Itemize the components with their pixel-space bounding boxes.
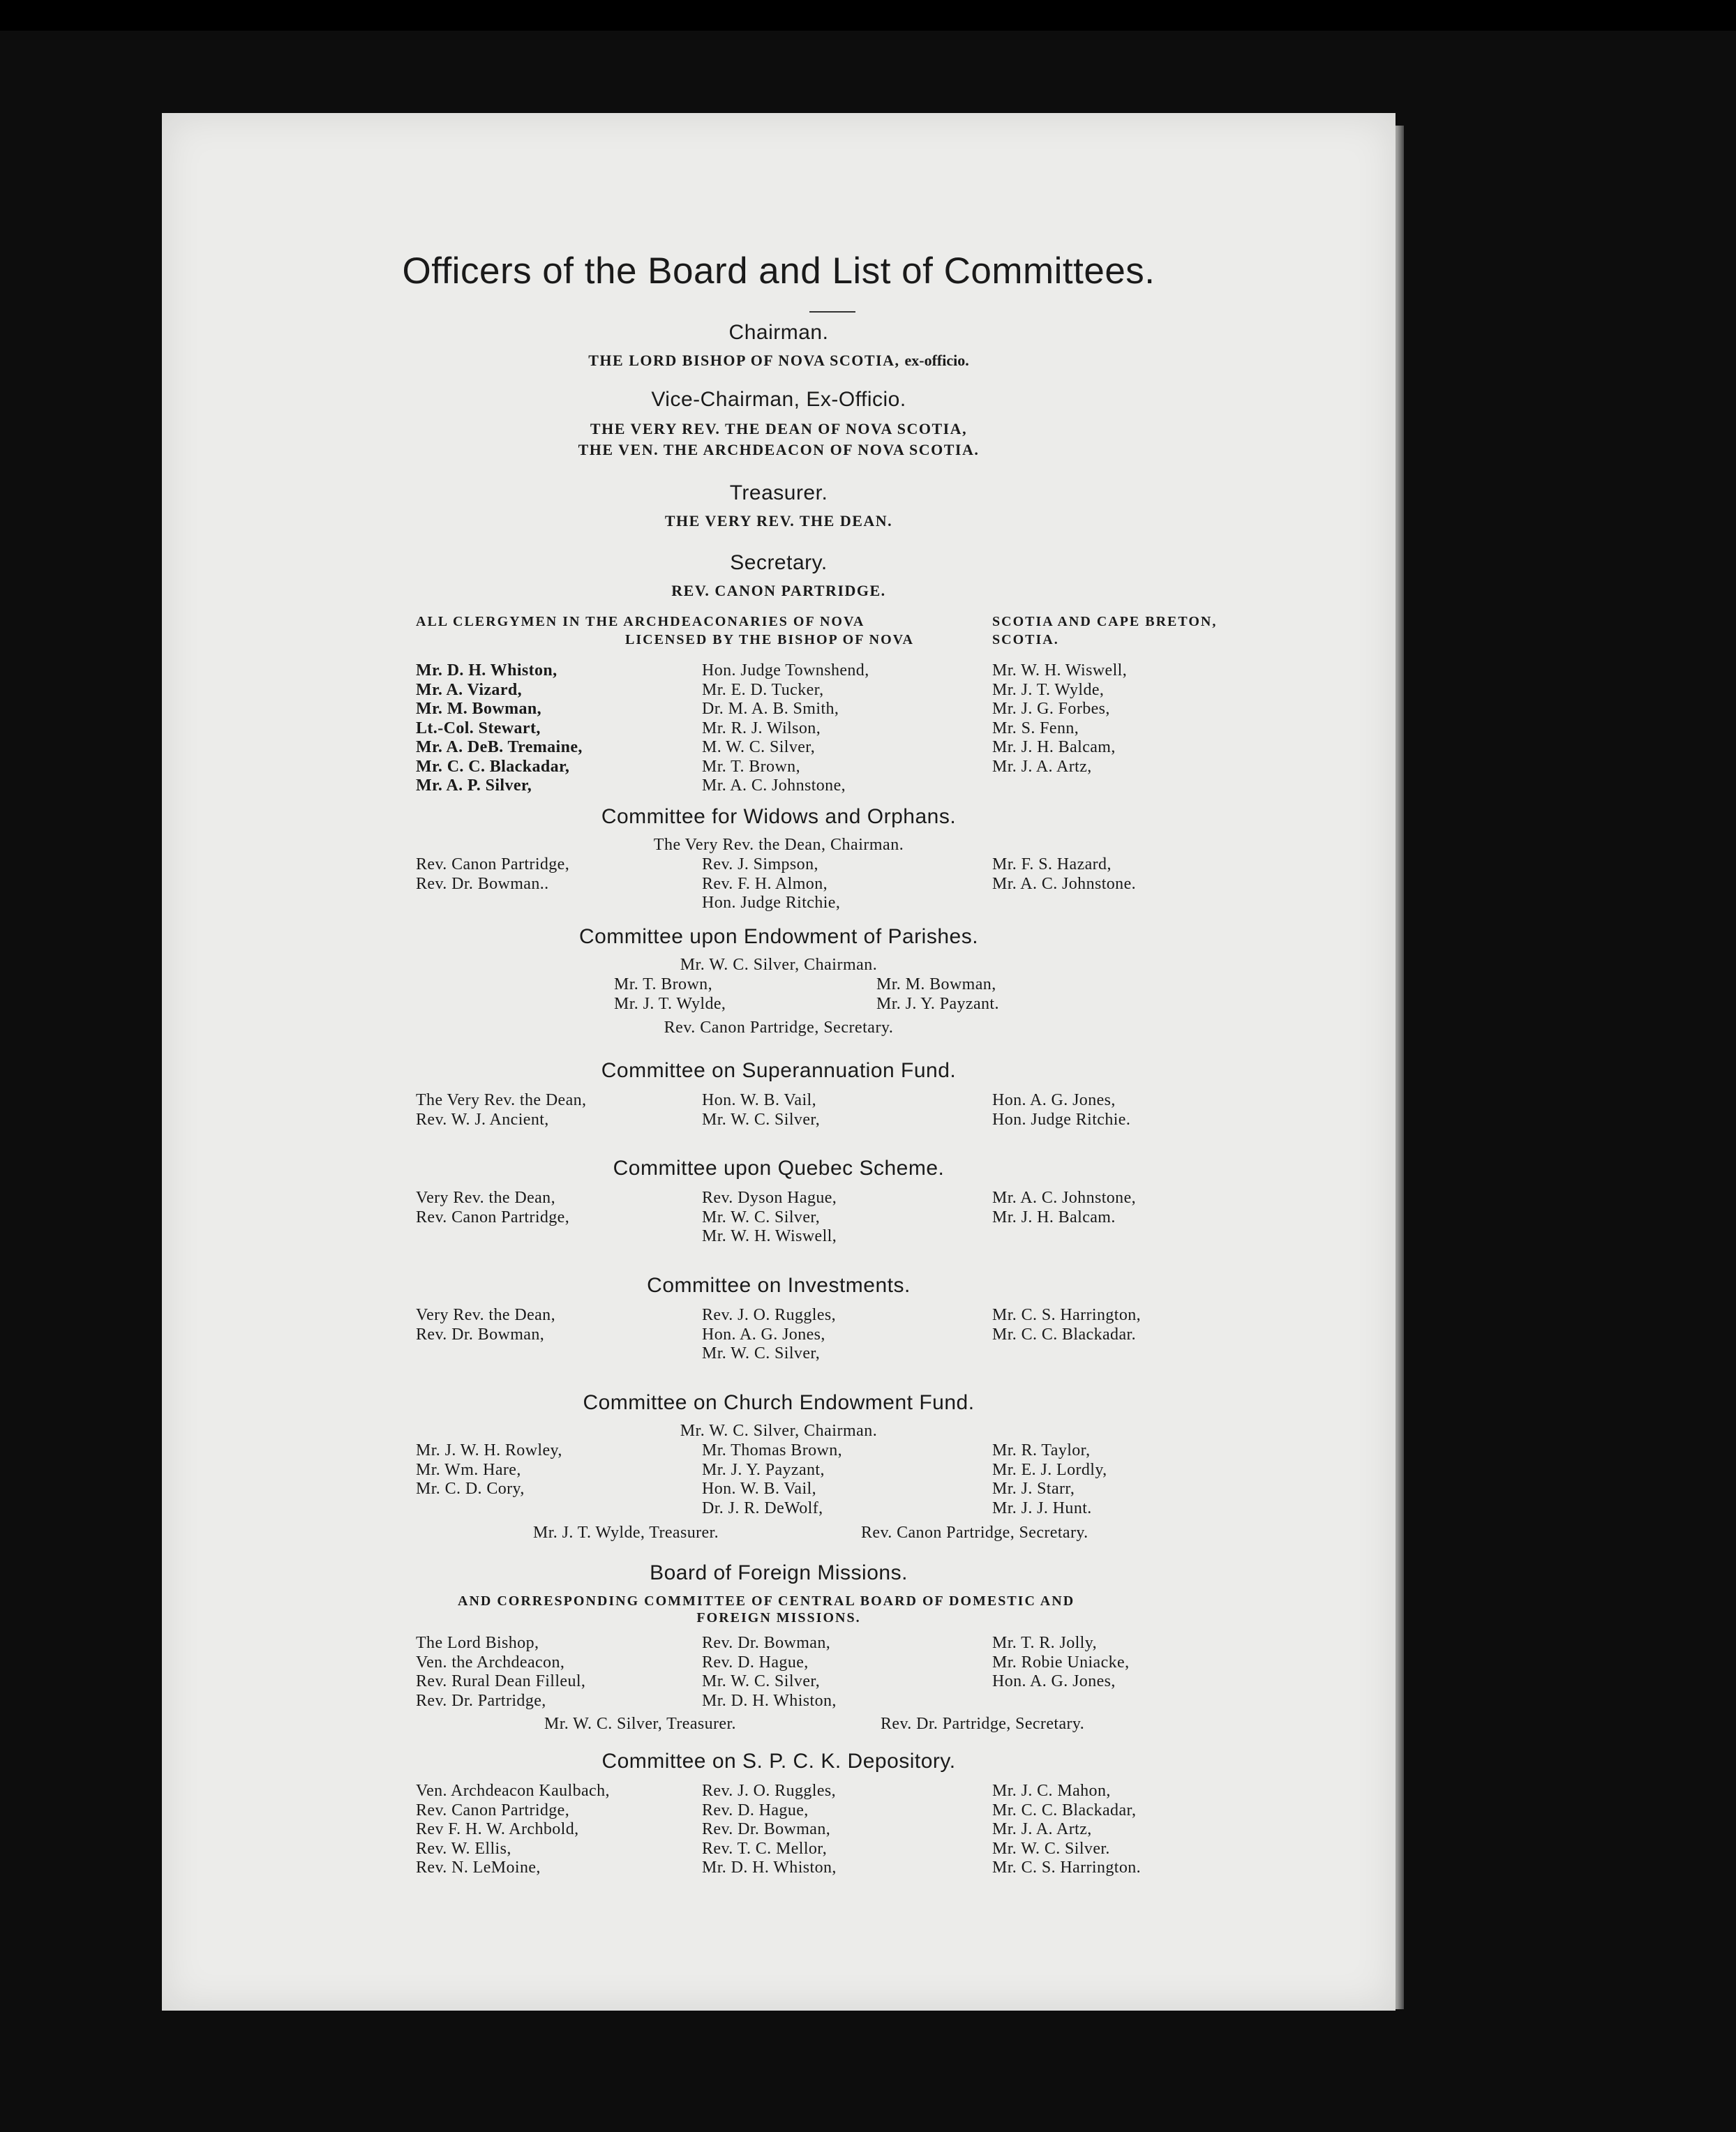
list-item: Mr. W. C. Silver, <box>702 1208 821 1226</box>
spck-col-3 <box>992 1782 1141 1878</box>
quebec-col-3 <box>992 1189 1136 1227</box>
clergy-line-2b: SCOTIA. <box>992 632 1059 647</box>
chairman-note: ex-officio. <box>904 352 969 369</box>
investments-col-2 <box>702 1306 836 1364</box>
list-item: Rev. T. C. Mellor, <box>702 1839 828 1858</box>
quebec-col-1 <box>416 1189 569 1227</box>
list-item: Mr. J. T. Wylde, <box>992 680 1105 699</box>
vice-chairman-heading: Vice-Chairman, Ex-Officio. <box>651 388 906 411</box>
secretary-col-1 <box>416 661 583 796</box>
list-item: Rev. Rural Dean Filleul, <box>416 1672 586 1690</box>
list-item: Hon. W. B. Vail, <box>702 1480 816 1498</box>
superannuation-col-2 <box>702 1091 820 1129</box>
endowment-parishes-col-2 <box>876 975 999 1014</box>
superannuation-col-1 <box>416 1091 586 1129</box>
list-item: Rev. Dyson Hague, <box>702 1189 837 1207</box>
endowment-parishes-col-1 <box>614 975 726 1014</box>
list-item: Mr. Robie Uniacke, <box>992 1653 1130 1672</box>
list-item: Mr. C. C. Blackadar, <box>992 1801 1137 1819</box>
quebec-col-2 <box>702 1189 837 1247</box>
list-item: Hon. Judge Townshend, <box>702 661 869 680</box>
list-item: Mr. W. C. Silver, <box>702 1110 821 1129</box>
vice-chairman-line: THE VEN. THE ARCHDEACON OF NOVA SCOTIA. <box>578 441 980 458</box>
clergy-line-1b: SCOTIA AND CAPE BRETON, <box>992 614 1218 629</box>
widows-col-2 <box>702 855 840 913</box>
list-item: Mr. J. H. Balcam, <box>992 738 1116 756</box>
list-item: Mr. W. H. Wiswell, <box>992 661 1128 680</box>
list-item: Mr. A. Vizard, <box>416 680 523 699</box>
list-item: Hon. Judge Ritchie, <box>702 894 841 912</box>
church-endowment-secretary: Rev. Canon Partridge, Secretary. <box>861 1524 1088 1542</box>
secretary-name: REV. CANON PARTRIDGE. <box>671 582 886 599</box>
list-item: Mr. J. C. Mahon, <box>992 1782 1111 1800</box>
list-item: Mr. A. P. Silver, <box>416 776 532 795</box>
church-endowment-col-2 <box>702 1441 842 1518</box>
list-item: Rev. F. H. Almon, <box>702 874 828 893</box>
list-item: Rev. J. Simpson, <box>702 855 818 873</box>
list-item: Hon. A. G. Jones, <box>992 1672 1116 1690</box>
foreign-missions-heading: Board of Foreign Missions. <box>650 1561 908 1584</box>
widows-chair: The Very Rev. the Dean, Chairman. <box>653 836 904 854</box>
list-item: Mr. J. A. Artz, <box>992 1820 1092 1838</box>
list-item: Mr. Thomas Brown, <box>702 1441 843 1459</box>
investments-heading: Committee on Investments. <box>647 1274 911 1297</box>
list-item: Rev. J. O. Ruggles, <box>702 1782 837 1800</box>
list-item: Rev. Canon Partridge, <box>416 855 570 873</box>
list-item: Hon. A. G. Jones, <box>992 1091 1116 1109</box>
spck-col-2 <box>702 1782 837 1878</box>
list-item: Rev. Canon Partridge, <box>416 1208 570 1226</box>
list-item: Mr. J. J. Hunt. <box>992 1499 1092 1517</box>
list-item: Mr. C. C. Blackadar, <box>416 757 570 776</box>
foreign-missions-col-3 <box>992 1634 1130 1692</box>
list-item: Rev. W. Ellis, <box>416 1839 511 1858</box>
list-item: Very Rev. the Dean, <box>416 1306 555 1324</box>
document-page <box>162 113 1395 2011</box>
church-endowment-heading: Committee on Church Endowment Fund. <box>583 1391 975 1414</box>
list-item: Very Rev. the Dean, <box>416 1189 555 1207</box>
list-item: Mr. M. Bowman, <box>876 975 996 993</box>
list-item: Mr. A. C. Johnstone. <box>992 874 1137 893</box>
title-rule <box>809 311 855 313</box>
list-item: Mr. J. A. Artz, <box>992 757 1092 776</box>
chairman-name <box>162 352 1395 370</box>
superannuation-heading: Committee on Superannuation Fund. <box>601 1059 957 1082</box>
list-item: Mr. C. S. Harrington, <box>992 1306 1142 1324</box>
church-endowment-col-1 <box>416 1441 562 1499</box>
scan-top-band <box>0 0 1736 31</box>
list-item: Mr. W. H. Wiswell, <box>702 1227 837 1245</box>
secretary-col-3 <box>992 661 1127 776</box>
list-item: Rev. W. J. Ancient, <box>416 1110 549 1129</box>
superannuation-col-3 <box>992 1091 1130 1129</box>
list-item: Dr. J. R. DeWolf, <box>702 1499 823 1517</box>
chairman-heading: Chairman. <box>728 321 829 344</box>
clergy-line-1a: ALL CLERGYMEN IN THE ARCHDEACONARIES OF NOVA <box>416 614 865 629</box>
spck-heading: Committee on S. P. C. K. Depository. <box>601 1750 956 1773</box>
list-item: Mr. R. Taylor, <box>992 1441 1091 1459</box>
list-item: Mr. C. C. Blackadar. <box>992 1325 1136 1344</box>
list-item: Rev. Dr. Partridge, <box>416 1691 546 1710</box>
investments-col-1 <box>416 1306 555 1344</box>
page-title: Officers of the Board and List of Committees. <box>402 250 1155 292</box>
list-item: Mr. J. G. Forbes, <box>992 700 1110 718</box>
quebec-heading: Committee upon Quebec Scheme. <box>613 1157 945 1180</box>
widows-col-1 <box>416 855 569 894</box>
list-item: Hon. W. B. Vail, <box>702 1091 816 1109</box>
foreign-missions-col-2 <box>702 1634 837 1711</box>
widows-col-3 <box>992 855 1136 894</box>
list-item: Mr. D. H. Whiston, <box>702 1691 837 1710</box>
foreign-missions-secretary: Rev. Dr. Partridge, Secretary. <box>881 1715 1085 1733</box>
list-item: Rev. Dr. Bowman, <box>416 1325 545 1344</box>
list-item: Mr. C. D. Cory, <box>416 1480 525 1498</box>
list-item: Mr. J. H. Balcam. <box>992 1208 1116 1226</box>
spck-col-1 <box>416 1782 610 1878</box>
list-item: Ven. Archdeacon Kaulbach, <box>416 1782 610 1800</box>
chairman-name-text: THE LORD BISHOP OF NOVA SCOTIA, <box>588 352 900 369</box>
treasurer-heading: Treasurer. <box>729 481 828 504</box>
list-item: Hon. A. G. Jones, <box>702 1325 825 1344</box>
list-item: Rev. D. Hague, <box>702 1801 809 1819</box>
list-item: Mr. R. J. Wilson, <box>702 719 821 737</box>
list-item: Rev. D. Hague, <box>702 1653 809 1672</box>
list-item: M. W. C. Silver, <box>702 738 816 756</box>
church-endowment-chair: Mr. W. C. Silver, Chairman. <box>680 1422 878 1440</box>
foreign-missions-col-1 <box>416 1634 585 1711</box>
list-item: Mr. J. Starr, <box>992 1480 1075 1498</box>
endowment-parishes-secretary: Rev. Canon Partridge, Secretary. <box>664 1019 894 1037</box>
endowment-parishes-heading: Committee upon Endowment of Parishes. <box>578 925 979 948</box>
list-item: Ven. the Archdeacon, <box>416 1653 565 1672</box>
church-endowment-col-3 <box>992 1441 1107 1518</box>
list-item: Rev. Canon Partridge, <box>416 1801 570 1819</box>
list-item: Mr. E. D. Tucker, <box>702 680 824 699</box>
list-item: Mr. W. C. Silver, <box>702 1672 821 1690</box>
list-item: Mr. J. T. Wylde, <box>614 994 726 1013</box>
list-item: Rev. Dr. Bowman.. <box>416 874 549 893</box>
foreign-missions-sub-1: AND CORRESPONDING COMMITTEE OF CENTRAL BOARD OF DOMESTIC AND <box>458 1593 1075 1609</box>
secretary-col-2 <box>702 661 869 796</box>
list-item: Mr. F. S. Hazard, <box>992 855 1112 873</box>
list-item: Dr. M. A. B. Smith, <box>702 700 839 718</box>
list-item: Mr. J. W. H. Rowley, <box>416 1441 562 1459</box>
list-item: Mr. J. Y. Payzant. <box>876 994 999 1013</box>
secretary-heading: Secretary. <box>730 551 828 574</box>
list-item: Mr. M. Bowman, <box>416 700 542 718</box>
list-item: Mr. T. R. Jolly, <box>992 1634 1097 1652</box>
list-item: Mr. A. C. Johnstone, <box>702 776 846 795</box>
list-item: Mr. W. C. Silver, <box>702 1344 821 1362</box>
list-item: Mr. T. Brown, <box>702 757 800 776</box>
treasurer-name: THE VERY REV. THE DEAN. <box>664 512 893 530</box>
list-item: Mr. C. S. Harrington. <box>992 1859 1142 1877</box>
widows-heading: Committee for Widows and Orphans. <box>601 805 957 828</box>
investments-col-3 <box>992 1306 1141 1344</box>
church-endowment-treasurer: Mr. J. T. Wylde, Treasurer. <box>533 1524 719 1542</box>
list-item: The Lord Bishop, <box>416 1634 539 1652</box>
list-item: Lt.-Col. Stewart, <box>416 719 541 737</box>
list-item: Mr. W. C. Silver. <box>992 1839 1110 1858</box>
list-item: Mr. A. DeB. Tremaine, <box>416 738 583 756</box>
list-item: Mr. D. H. Whiston, <box>702 1859 837 1877</box>
foreign-missions-treasurer: Mr. W. C. Silver, Treasurer. <box>544 1715 736 1733</box>
list-item: Mr. Wm. Hare, <box>416 1460 521 1479</box>
list-item: The Very Rev. the Dean, <box>416 1091 587 1109</box>
list-item: Mr. E. J. Lordly, <box>992 1460 1107 1479</box>
list-item: Mr. J. Y. Payzant, <box>702 1460 825 1479</box>
list-item: Mr. T. Brown, <box>614 975 712 993</box>
foreign-missions-sub-2: FOREIGN MISSIONS. <box>696 1610 861 1626</box>
list-item: Rev F. H. W. Archbold, <box>416 1820 579 1838</box>
endowment-parishes-chair: Mr. W. C. Silver, Chairman. <box>680 956 878 974</box>
list-item: Mr. D. H. Whiston, <box>416 661 558 680</box>
list-item: Rev. Dr. Bowman, <box>702 1820 831 1838</box>
vice-chairman-line: THE VERY REV. THE DEAN OF NOVA SCOTIA, <box>590 420 968 437</box>
clergy-line-2a: LICENSED BY THE BISHOP OF NOVA <box>625 632 914 647</box>
list-item: Rev. J. O. Ruggles, <box>702 1306 837 1324</box>
list-item: Rev. Dr. Bowman, <box>702 1634 831 1652</box>
list-item: Rev. N. LeMoine, <box>416 1859 541 1877</box>
list-item: Hon. Judge Ritchie. <box>992 1110 1131 1129</box>
list-item: Mr. A. C. Johnstone, <box>992 1189 1137 1207</box>
list-item: Mr. S. Fenn, <box>992 719 1079 737</box>
